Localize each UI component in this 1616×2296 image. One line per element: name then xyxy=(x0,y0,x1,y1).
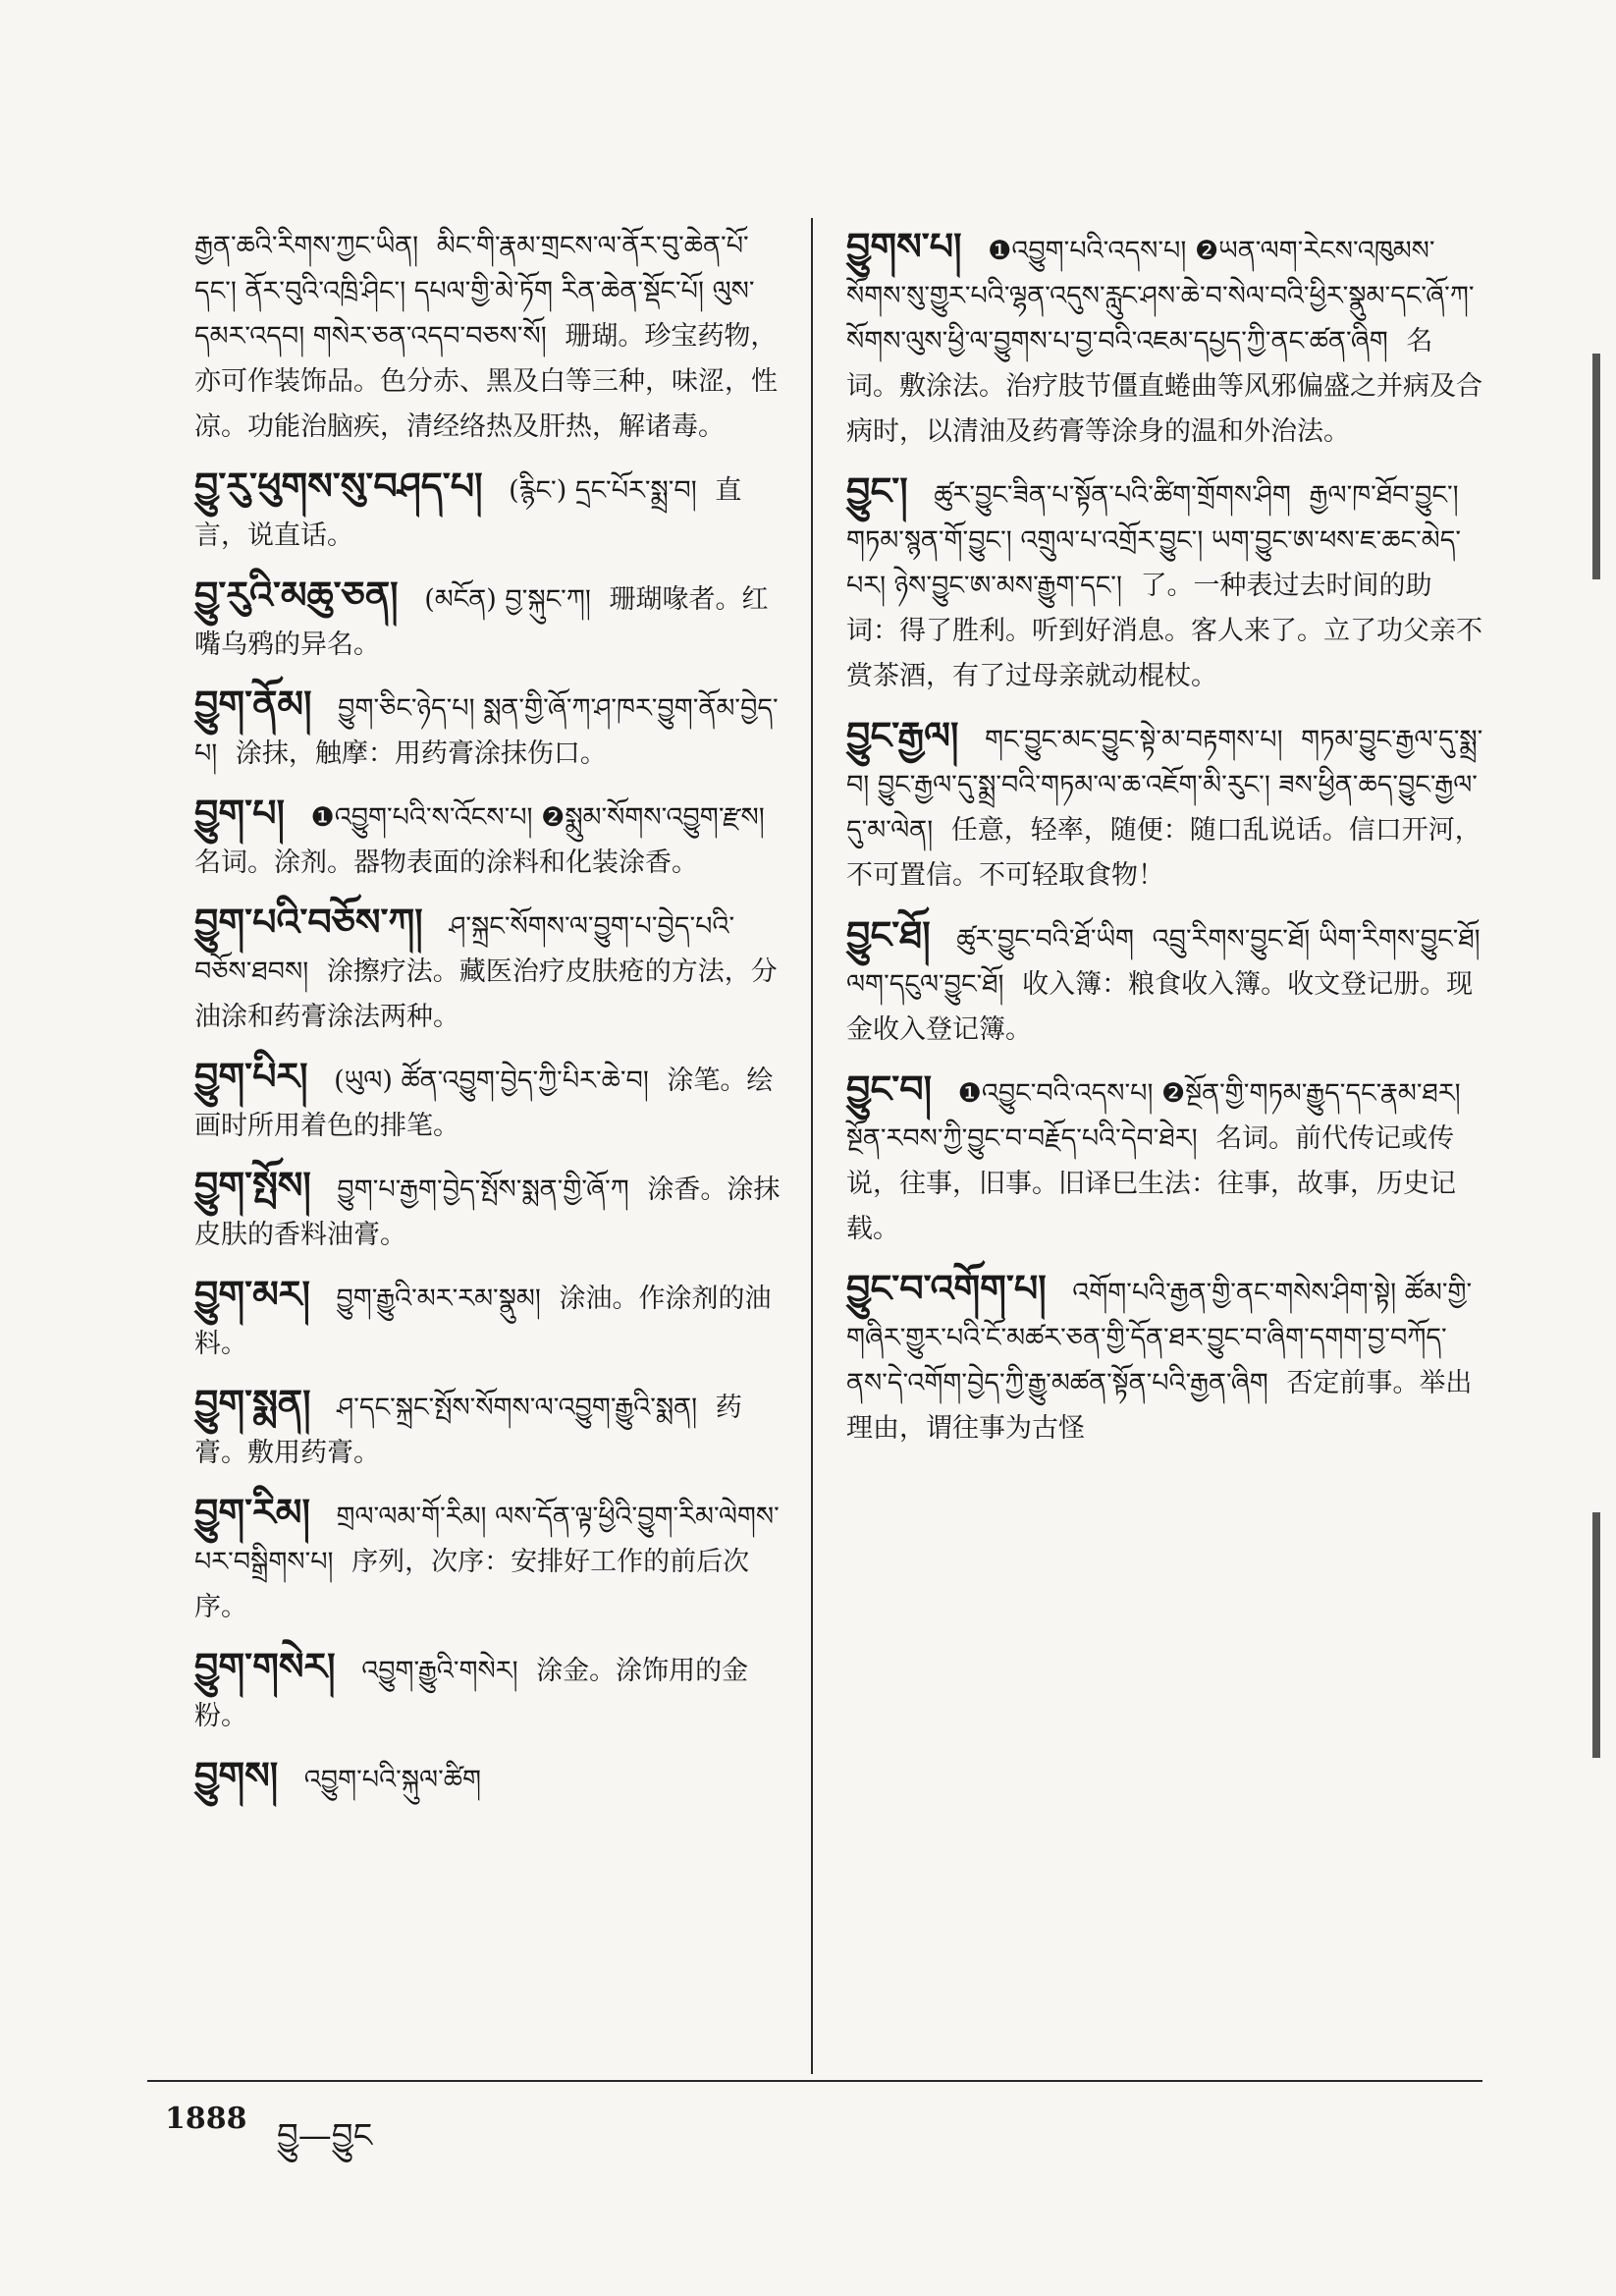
tibetan-definition: ❶འབྱུག་པའི་ས་འོངས་པ། ❷སྨུམ་སོགས་འབྱུག་རྫས། xyxy=(310,802,765,833)
dictionary-entry xyxy=(194,1163,783,1258)
chinese-gloss: 珊瑚喙者。红嘴乌鸦的异名。 xyxy=(194,584,769,660)
chinese-gloss: 药膏。敷用药膏。 xyxy=(194,1393,742,1468)
running-head: བྱུ—བྱུང xyxy=(277,2116,373,2156)
headword: བྱུག་སྨན། xyxy=(194,1381,311,1425)
dictionary-entry xyxy=(194,682,783,777)
tibetan-definition: ཚུར་བྱུང་ཟིན་པ་སྟོན་པའི་ཚིག་གྲོགས་ཤིག xyxy=(934,480,1291,511)
headword: བྱུག་གསེར། xyxy=(194,1644,336,1688)
headword: བྱུག་མར། xyxy=(194,1272,310,1316)
chinese-gloss: 涂油。作涂剂的油料。 xyxy=(194,1284,772,1359)
chinese-gloss: 名词。前代传记或传说，往事，旧事。旧译巳生法：往事，故事，历史记载。 xyxy=(846,1123,1456,1244)
dictionary-entry xyxy=(194,1753,783,1803)
chinese-gloss: 名词。敷涂法。治疗肢节僵直蜷曲等风邪偏盛之并病及合病时，以清油及药膏等涂身的温和外治法。 xyxy=(846,326,1482,447)
tibetan-example: མིང་གི་རྣམ་གྲངས་ལ་ནོར་བུ་ཆེན་པོ་དང་། ནོར་བུའི་འཁྲི་ཤིང་། དཔལ་གྱི་མེ་ཏོག རིན་ཆེན་སྡོང་པོ། ལུས་དམར་འདབ། གསེར་ཅན་འདབ་བཅས་སོ། xyxy=(194,231,755,352)
tibetan-definition: ཤ་དང་སྐྲང་སྤོས་སོགས་ལ་འབྱུག་རྒྱུའི་སྨན། xyxy=(337,1393,698,1423)
headword: བྱུང་། xyxy=(846,468,908,513)
tibetan-definition: (མངོན) བྱ་སྐུང་ཀ། xyxy=(424,584,591,615)
footer-rule xyxy=(147,2080,1482,2082)
tibetan-definition: འབྱུག་པའི་སྐུལ་ཚིག xyxy=(303,1765,481,1795)
tibetan-definition: ཤ་སྐྲང་སོགས་ལ་བྱུག་པ་བྱེད་པའི་བཅོས་ཐབས། xyxy=(194,911,735,987)
column-divider xyxy=(811,218,813,2074)
headword: བྱུ་རུ་ཕུགས་སུ་བཤད་པ། xyxy=(194,464,483,508)
tibetan-definition: ❶འབྱུག་པའི་འདས་པ། ❷ཡན་ལག་རེངས་འཁུམས་སོགས་སུ་གྱུར་པའི་ལྷན་འདུས་རླུང་ཤས་ཆེ་བ་སེལ་བའི་ཕྱིར་སྣུམ་དང་ཞོ་ཀ་སོགས་ལུས་ཕྱི་ལ་བྱུགས་པ་བྱ་བའི་འཇམ་དཔྱད་ཀྱི་ནང་ཚན་ཞིག xyxy=(846,236,1475,356)
page-edge-mark xyxy=(1592,354,1600,579)
tibetan-definition: རྒྱན་ཆའི་རིགས་ཀྱང་ཡིན། xyxy=(194,231,419,261)
dictionary-entry xyxy=(194,900,783,1040)
page-edge-mark xyxy=(1592,1512,1600,1758)
chinese-gloss: 涂擦疗法。藏医治疗皮肤疮的方法，分油涂和药膏涂法两种。 xyxy=(194,957,778,1032)
dictionary-entry xyxy=(194,1490,783,1630)
chinese-gloss: 涂笔。绘画时所用着色的排笔。 xyxy=(194,1066,774,1141)
left-column xyxy=(194,224,783,1817)
chinese-gloss: 否定前事。举出理由，谓往事为古怪 xyxy=(846,1368,1473,1444)
tibetan-definition: གང་བྱུང་མང་བྱུང་སྟེ་མ་བརྟགས་པ། xyxy=(984,725,1283,755)
headword: བྱུག་པ། xyxy=(194,791,285,835)
tibetan-definition: བྱུག་རྒྱུའི་མར་རམ་སྣུམ། xyxy=(336,1284,541,1314)
right-column xyxy=(846,224,1484,1465)
dictionary-entry xyxy=(846,1066,1484,1252)
tibetan-example: སྔོན་རབས་ཀྱི་བྱུང་བ་བརྗོད་པའི་དེབ་ཐེར། xyxy=(846,1123,1198,1154)
tibetan-definition: བྱུག་པ་རྒྱག་བྱེད་སྤོས་སྨན་གྱི་ཞོ་ཀ xyxy=(337,1175,629,1205)
dictionary-entry xyxy=(194,573,783,668)
tibetan-definition: ❶འབྱུང་བའི་འདས་པ། ❷སྔོན་གྱི་གཏམ་རྒྱུད་དང་རྣམ་ཐར། xyxy=(957,1078,1461,1109)
chinese-gloss: 珊瑚。珍宝药物，亦可作装饰品。色分赤、黑及白等三种，味涩，性凉。功能治脑疾，清经络热及肝热，解诸毒。 xyxy=(194,321,778,442)
dictionary-entry xyxy=(194,791,783,886)
tibetan-definition: བྱུག་ཅིང་ཉེད་པ། སྨན་གྱི་ཞོ་ཀ་ཤ་ཁར་བྱུག་ནོམ་བྱེད་པ། xyxy=(194,693,779,769)
tibetan-example: འབྲུ་རིགས་བྱུང་ཐོ། ཡིག་རིགས་བྱུང་ཐོ། ལག་དངུལ་བྱུང་ཐོ། xyxy=(846,924,1481,1000)
dictionary-entry xyxy=(194,1272,783,1367)
chinese-gloss: 名词。涂剂。器物表面的涂料和化装涂香。 xyxy=(194,847,698,878)
tibetan-definition: (ཡུལ) ཚོན་འབྱུག་བྱེད་ཀྱི་པིར་ཆེ་བ། xyxy=(334,1066,649,1096)
headword: བྱུང་བ་འགོག་པ། xyxy=(846,1266,1047,1310)
headword: བྱུག་པའི་བཅོས་ཀ། xyxy=(194,900,423,944)
headword: བྱུག་ནོམ། xyxy=(194,682,312,726)
dictionary-entry xyxy=(846,468,1484,699)
tibetan-example: རྒྱལ་ཁ་ཐོབ་བྱུང་། གཏམ་སྙན་གོ་བྱུང་། འགྲུལ་པ་འགྲོར་བྱུང་། ཡག་བྱུང་ཨ་ཕས་ཇ་ཆང་མེད་པར། ཉེས་བྱུང་ཨ་མས་རྒྱུག་དང་། xyxy=(846,480,1462,601)
headword: བྱུང་ཐོ། xyxy=(846,912,931,957)
headword: བྱུག་པིར། xyxy=(194,1054,308,1098)
chinese-gloss: 收入簿：粮食收入簿。收文登记册。现金收入登记簿。 xyxy=(846,969,1474,1045)
tibetan-definition: གྲལ་ལམ་གོ་རིམ། ལས་དོན་ལྟ་ཕྱིའི་བྱུག་རིམ་ལེགས་པར་བསྒྲིགས་པ། xyxy=(194,1502,780,1577)
chinese-gloss: 任意，轻率，随便：随口乱说话。信口开河，不可置信。不可轻取食物！ xyxy=(846,815,1481,891)
dictionary-entry xyxy=(846,912,1484,1053)
chinese-gloss: 涂抹，触摩：用药膏涂抹伤口。 xyxy=(235,738,607,769)
dictionary-entry xyxy=(194,224,783,450)
headword: བྱུག་སྤོས། xyxy=(194,1163,311,1207)
dictionary-entry xyxy=(846,1266,1484,1451)
headword: བྱུ་རུའི་མཆུ་ཅན། xyxy=(194,573,399,617)
dictionary-entry xyxy=(194,1381,783,1476)
tibetan-definition: འབྱུག་རྒྱུའི་གསེར། xyxy=(361,1656,518,1686)
chinese-gloss: 序列，次序：安排好工作的前后次序。 xyxy=(194,1547,750,1622)
headword: བྱུང་རྒྱལ། xyxy=(846,713,959,757)
headword: བྱུང་བ། xyxy=(846,1066,933,1111)
tibetan-definition: (རྙིང་) དྲང་པོར་སྨྲ་བ། xyxy=(509,475,697,506)
headword: བྱུགས། xyxy=(194,1753,279,1797)
page-number: 1888 xyxy=(165,2102,247,2136)
headword: བྱུག་རིམ། xyxy=(194,1490,310,1534)
tibetan-definition: ཚུར་བྱུང་བའི་ཐོ་ཡིག xyxy=(956,924,1135,955)
tibetan-example: གཏམ་བྱུང་རྒྱལ་དུ་སྨྲ་བ། བྱུང་རྒྱལ་དུ་སྨྲ་བའི་གཏམ་ལ་ཆ་འཇོག་མི་རུང་། ཟས་ཕྱིན་ཆད་བྱུང་རྒྱལ་དུ་མ་ལེན། xyxy=(846,725,1483,846)
chinese-gloss: 直言，说直话。 xyxy=(194,475,742,551)
dictionary-entry xyxy=(846,713,1484,899)
dictionary-entry xyxy=(194,1644,783,1739)
dictionary-entry xyxy=(846,224,1484,455)
chinese-gloss: 了。一种表过去时间的助词：得了胜利。听到好消息。客人来了。立了功父亲不赏茶酒，有了过母亲就动棍杖。 xyxy=(846,571,1482,691)
dictionary-entry xyxy=(194,464,783,559)
tibetan-definition: འགོག་པའི་རྒྱན་གྱི་ནང་གསེས་ཤིག་སྟེ། ཚོམ་གྱི་གཞིར་གྱུར་པའི་ངོ་མཚར་ཅན་གྱི་དོན་ཐར་བྱུང་བ་ཞིག་དགག་བྱ་བཀོད་ནས་དེ་འགོག་བྱེད་ཀྱི་རྒྱུ་མཚན་སྟོན་པའི་རྒྱན་ཞིག xyxy=(846,1278,1473,1398)
dictionary-entry xyxy=(194,1054,783,1149)
chinese-gloss: 涂金。涂饰用的金粉。 xyxy=(194,1656,749,1731)
headword: བྱུགས་པ། xyxy=(846,224,962,268)
chinese-gloss: 涂香。涂抹皮肤的香料油膏。 xyxy=(194,1175,781,1250)
